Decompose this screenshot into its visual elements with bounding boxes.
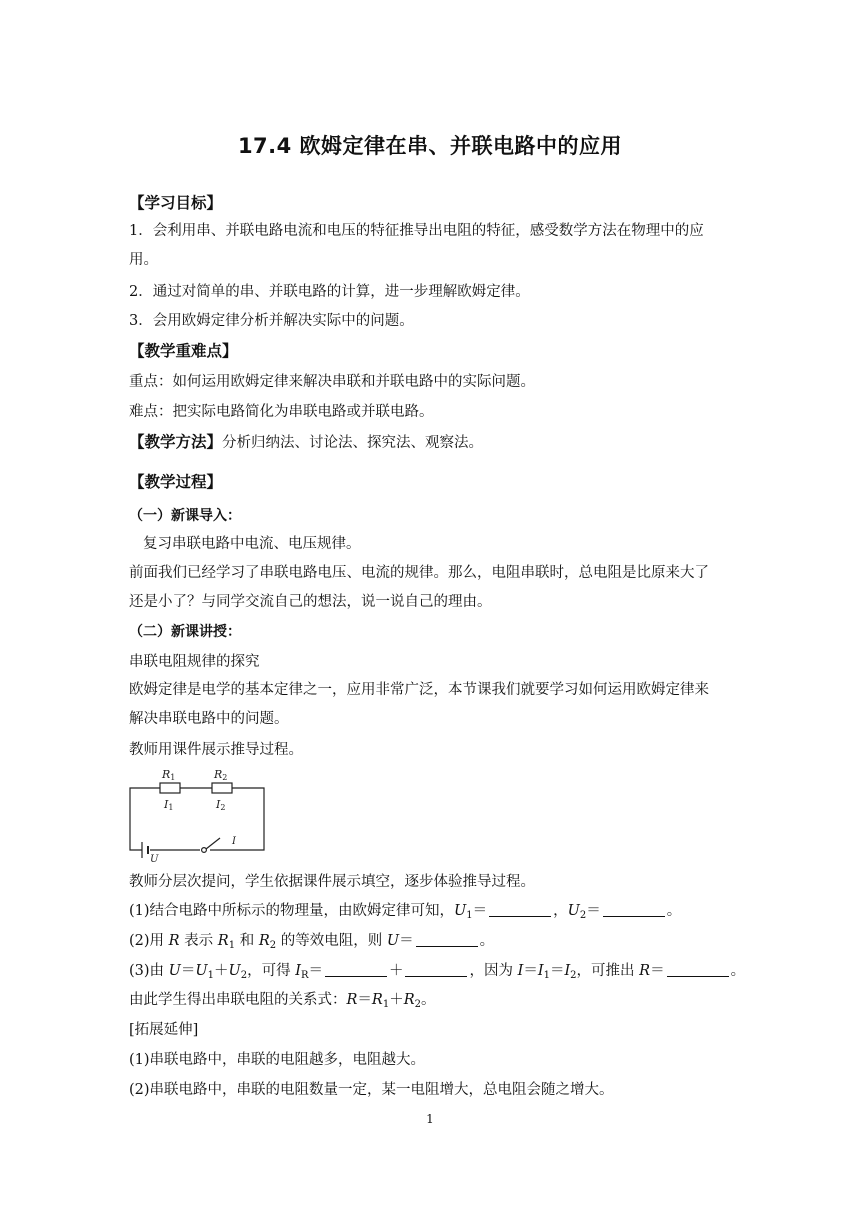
page-number: 1: [426, 1112, 434, 1126]
extension-1: (1)串联电路中，串联的电阻越多，电阻越大。: [129, 1052, 426, 1068]
answer-blank-r[interactable]: [667, 962, 729, 977]
label-r1: R1: [162, 768, 176, 782]
goal-1-line-b: 用。: [129, 252, 158, 268]
answer-blank-u1[interactable]: [489, 902, 551, 917]
method-line: [129, 432, 735, 453]
part-1-line-1: 复习串联电路中电流、电压规律。: [143, 536, 361, 552]
switch-contact: [202, 848, 207, 853]
key-point: 重点：如何运用欧姆定律来解决串联和并联电路中的实际问题。: [129, 374, 535, 390]
part-2-line-3: 解决串联电路中的问题。: [129, 711, 289, 727]
extension-heading: [拓展延伸]: [129, 1022, 199, 1038]
part-1-line-2: 前面我们已经学习了串联电路电压、电流的规律。那么，电阻串联时，总电阻是比原来大了: [129, 565, 709, 581]
label-r2: R2: [214, 768, 228, 782]
question-3: (3)由 $U=U_1+U_2$，可得 $I_R=$ ＋ ，因为 $I=I_1=I_2$，可推出 R＝ 。: [129, 963, 746, 981]
section-heading-key-points: 【教学重难点】: [129, 342, 238, 360]
answer-blank-ir-1[interactable]: [325, 962, 387, 977]
page-title: 17.4 欧姆定律在串、并联电路中的应用: [237, 134, 623, 158]
goal-3: 3．会用欧姆定律分析并解决实际中的问题。: [129, 313, 414, 329]
method-text: 分析归纳法、讨论法、探究法、观察法。: [222, 435, 484, 451]
circuit-wire-left: [130, 788, 160, 850]
answer-blank-ir-2[interactable]: [405, 962, 467, 977]
label-i: I: [232, 836, 236, 847]
series-resistance-formula: 由此学生得出串联电阻的关系式：$R=R_1+R_2$。: [129, 992, 436, 1010]
resistor-r2-symbol: [212, 783, 232, 793]
goal-2: 2．通过对简单的串、并联电路的计算，进一步理解欧姆定律。: [129, 284, 530, 300]
part-2-line-2: 欧姆定律是电学的基本定律之一，应用非常广泛，本节课我们就要学习如何运用欧姆定律来: [129, 682, 709, 698]
label-u: U: [150, 854, 159, 862]
series-circuit-diagram: [128, 764, 268, 862]
section-heading-process: 【教学过程】: [129, 473, 223, 491]
answer-blank-u2[interactable]: [603, 902, 665, 917]
part-2-line-4: 教师用课件展示推导过程。: [129, 742, 303, 758]
resistor-r1-symbol: [160, 783, 180, 793]
question-2: (2)用 R 表示 $R_1$ 和 $R_2$ 的等效电阻，则 U＝ 。: [129, 933, 495, 951]
extension-2: (2)串联电路中，串联的电阻数量一定，某一电阻增大，总电阻会随之增大。: [129, 1082, 614, 1098]
switch-lever: [206, 838, 220, 849]
part-3-line-1: 教师分层次提问，学生依据课件展示填空，逐步体验推导过程。: [129, 874, 535, 890]
label-i2: I2: [216, 798, 226, 812]
answer-blank-u[interactable]: [416, 932, 478, 947]
part-1-line-3: 还是小了？与同学交流自己的想法，说一说自己的理由。: [129, 594, 492, 610]
part-1-heading: （一）新课导入：: [129, 508, 241, 524]
section-heading-method: 【教学方法】: [129, 433, 223, 451]
goal-1-line-a: 1．会利用串、并联电路电流和电压的特征推导出电阻的特征，感受数学方法在物理中的应: [129, 223, 704, 239]
section-heading-goals: 【学习目标】: [129, 194, 223, 212]
question-1: (1)结合电路中所标示的物理量，由欧姆定律可知，$U_1=$ ，$U_2=$ 。: [129, 903, 682, 921]
label-i1: I1: [164, 798, 174, 812]
difficult-point: 难点：把实际电路简化为串联电路或并联电路。: [129, 404, 434, 420]
part-2-heading: （二）新课讲授：: [129, 624, 241, 640]
part-2-line-1: 串联电阻规律的探究: [129, 654, 260, 670]
